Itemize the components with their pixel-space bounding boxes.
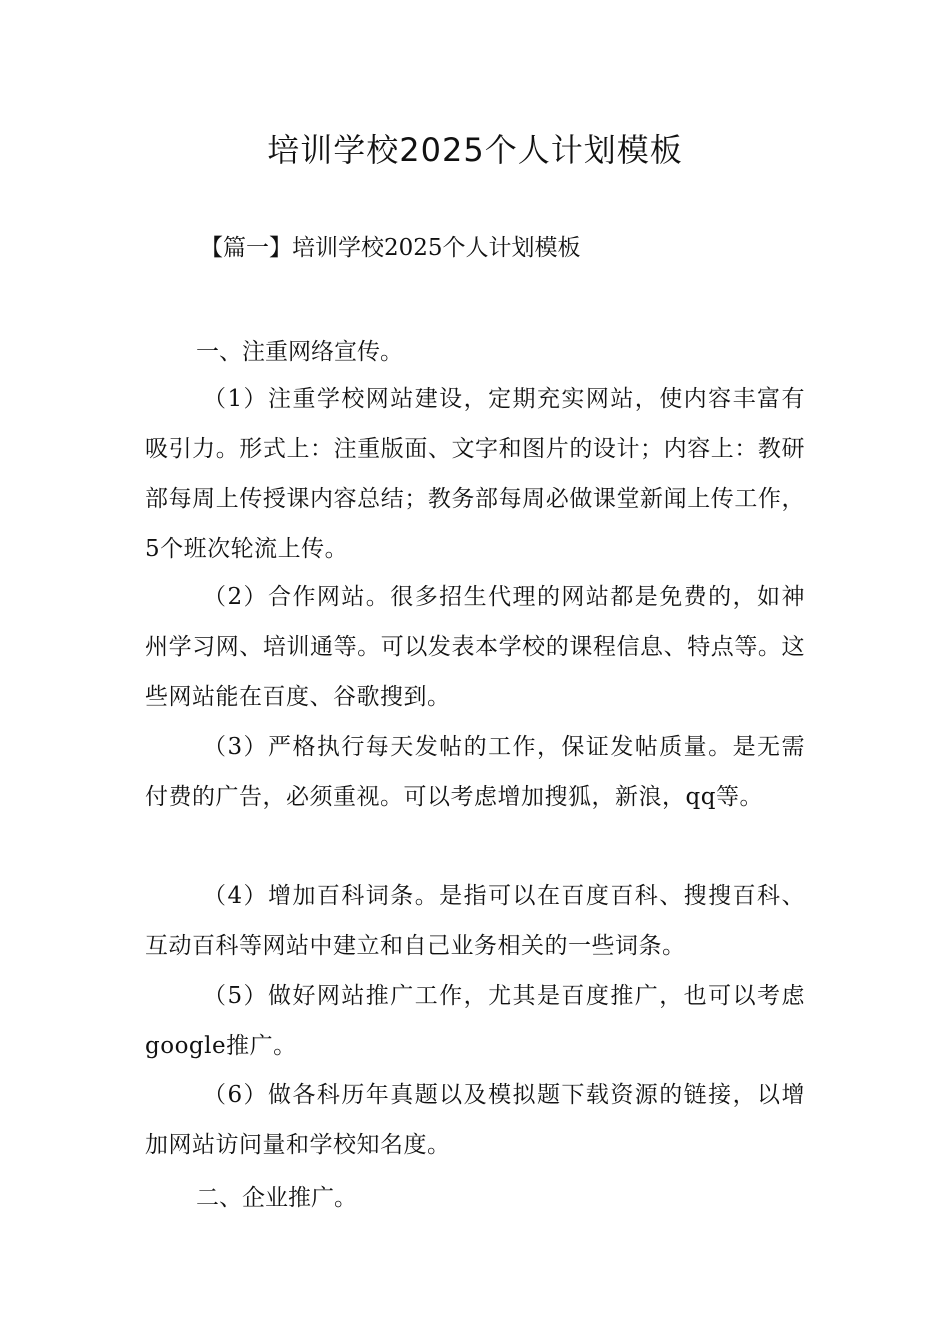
paragraph-2: （2）合作网站。很多招生代理的网站都是免费的，如神州学习网、培训通等。可以发表本学校的课程信息、特点等。这些网站能在百度、谷歌搜到。	[145, 584, 805, 710]
section-heading-2: 二、企业推广。	[196, 1185, 357, 1211]
document-title: 培训学校2025个人计划模板	[267, 131, 683, 169]
paragraph-1: （1）注重学校网站建设，定期充实网站，使内容丰富有吸引力。形式上：注重版面、文字和图片的设计；内容上：教研部每周上传授课内容总结；教务部每周必做课堂新闻上传工作，5个班次轮流上传。	[145, 386, 805, 562]
paragraph-4: （4）增加百科词条。是指可以在百度百科、搜搜百科、互动百科等网站中建立和自己业务相关的一些词条。	[145, 883, 805, 959]
paragraph-6: （6）做各科历年真题以及模拟题下载资源的链接，以增加网站访问量和学校知名度。	[145, 1082, 805, 1158]
paragraph-3: （3）严格执行每天发帖的工作，保证发帖质量。是无需付费的广告，必须重视。可以考虑增加搜狐，新浪，qq等。	[145, 734, 805, 810]
paragraph-5: （5）做好网站推广工作，尤其是百度推广，也可以考虑google推广。	[145, 983, 805, 1059]
section-heading-1: 一、注重网络宣传。	[196, 339, 403, 365]
document-subtitle: 【篇一】培训学校2025个人计划模板	[200, 235, 581, 261]
